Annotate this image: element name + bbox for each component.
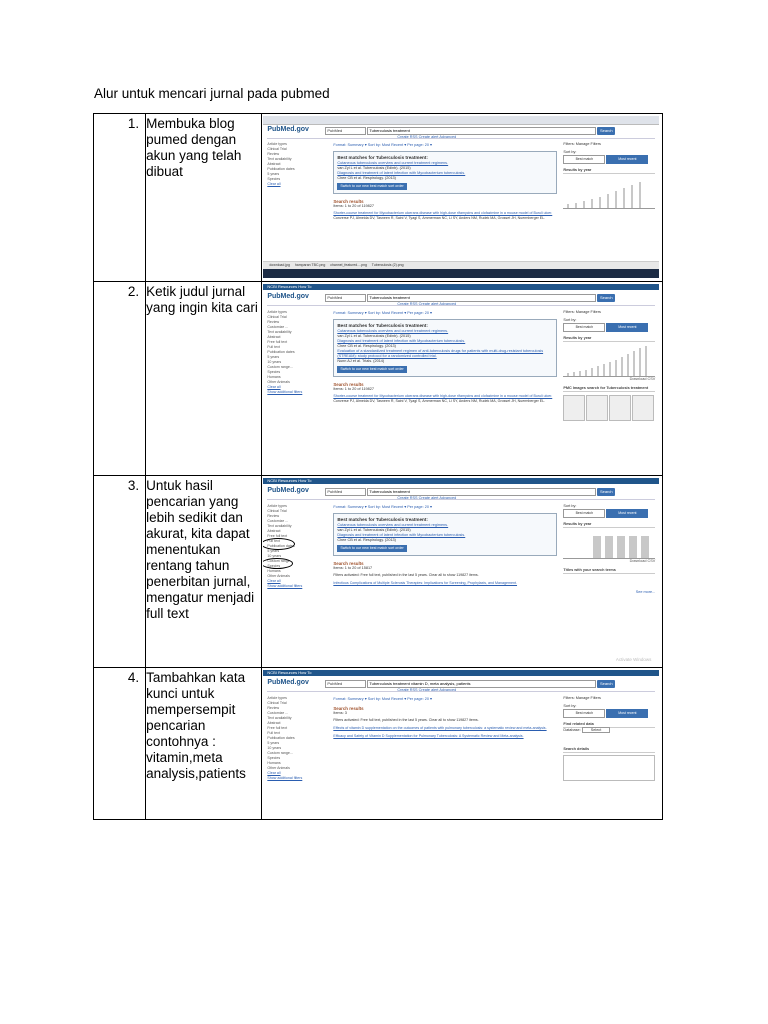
- database-select[interactable]: PubMed: [325, 294, 366, 302]
- filter-item[interactable]: 5 years: [267, 172, 280, 176]
- best-matches-box: [333, 513, 557, 556]
- items-count: Items: 3: [333, 711, 347, 715]
- filter-item[interactable]: Custom range...: [267, 559, 293, 563]
- find-related-data-title: Find related data: [563, 722, 655, 728]
- filter-item[interactable]: Article types: [267, 696, 287, 700]
- best-match-button[interactable]: Best match: [563, 155, 605, 164]
- search-input[interactable]: Tuberculosis treatment vitamin D, meta analysis, patients: [367, 680, 596, 688]
- table-row: [94, 476, 663, 668]
- filter-item[interactable]: Customize ...: [267, 711, 289, 715]
- filters-activated-notice: Filters activated: Free full text, published in the last 5 years. Clear all to show 119827 items.: [333, 573, 479, 577]
- filter-item[interactable]: Abstract: [267, 162, 281, 166]
- search-results-title: Search results: [333, 199, 364, 204]
- format-bar[interactable]: Format: Summary ▾ Sort by: Most Recent ▾ Per page: 20 ▾: [333, 143, 432, 147]
- table-row: [94, 114, 663, 282]
- steps-table: [93, 113, 663, 820]
- items-count: Items: 1 to 20 of 15817: [333, 566, 373, 570]
- filter-item[interactable]: 10 years: [267, 746, 282, 750]
- filter-item[interactable]: Review: [267, 320, 280, 324]
- ncbi-bar: NCBI Resources How To: [263, 670, 659, 676]
- filter-item[interactable]: Review: [267, 152, 280, 156]
- filter-item[interactable]: Full text: [267, 345, 280, 349]
- step-text: Untuk hasil pencarian yang lebih sedikit dan akurat, kita dapat menentukan rentang tahun penerbitan jurnal, mengatur menjadi full text: [146, 476, 262, 668]
- best-match-link[interactable]: Diagnosis and treatment of latent infection with Mycobacterium tuberculosis.: [337, 339, 466, 343]
- right-sidebar: [563, 142, 655, 209]
- results-panel: [333, 696, 557, 738]
- screenshot-pubmed-filters: [263, 478, 659, 664]
- best-matches-box: [333, 319, 557, 377]
- filter-item[interactable]: Custom range...: [267, 751, 293, 755]
- search-results-title: Search results: [333, 561, 364, 566]
- filter-item[interactable]: Clinical Trial: [267, 701, 287, 705]
- filter-item[interactable]: Full text: [267, 731, 280, 735]
- filter-item[interactable]: Publication dates: [267, 350, 295, 354]
- download-item[interactable]: channel_featured....png: [330, 263, 367, 267]
- see-more-link[interactable]: See more...: [635, 590, 656, 594]
- results-by-year-title: Results by year: [563, 168, 655, 174]
- filter-item[interactable]: Other Animals: [267, 380, 290, 384]
- step-number: 4.: [94, 668, 146, 820]
- filter-item[interactable]: Clinical Trial: [267, 509, 287, 513]
- best-matches-title: Best matches for Tuberculosis treatment:: [337, 155, 428, 160]
- year-chart: [563, 532, 655, 559]
- search-input[interactable]: Tuberculosis treatment: [367, 488, 596, 496]
- filter-item[interactable]: Other Animals: [267, 766, 290, 770]
- switch-sort-button[interactable]: Switch to our new best match sort order: [337, 183, 406, 190]
- filter-item[interactable]: 10 years: [267, 360, 282, 364]
- filter-item[interactable]: Customize ...: [267, 325, 289, 329]
- filter-item[interactable]: Text availability: [267, 330, 292, 334]
- pmc-images-title: PMC Images search for Tuberculosis treatment: [563, 386, 655, 392]
- search-button[interactable]: Search: [597, 294, 615, 302]
- filter-item[interactable]: Clinical Trial: [267, 147, 287, 151]
- filter-item[interactable]: Article types: [267, 504, 287, 508]
- ncbi-bar: NCBI Resources How To: [263, 284, 659, 290]
- year-chart: [563, 178, 655, 209]
- clear-all-link[interactable]: Clear all: [267, 579, 281, 583]
- filter-item[interactable]: Text availability: [267, 716, 292, 720]
- most-recent-button[interactable]: Most recent: [606, 509, 648, 518]
- database-dropdown[interactable]: Select: [582, 727, 611, 733]
- filter-item[interactable]: Publication dates: [267, 544, 295, 548]
- filter-item[interactable]: Species: [267, 370, 281, 374]
- pmc-thumbnails[interactable]: [563, 395, 655, 421]
- list-item: [333, 581, 557, 586]
- best-matches-title: Best matches for Tuberculosis treatment:: [337, 517, 428, 522]
- search-sub-links[interactable]: Create RSS Create alert Advanced: [397, 302, 457, 306]
- filter-item[interactable]: Free full text: [267, 726, 288, 730]
- search-results-title: Search results: [333, 706, 364, 711]
- best-match-meta: van Zyl L et al. Tuberculosis (Edinb). (2015): [337, 166, 411, 170]
- filter-item[interactable]: Humans: [267, 375, 281, 379]
- format-bar[interactable]: Format: Summary ▾ Sort by: Most Recent ▾ Per page: 20 ▾: [333, 311, 432, 315]
- manage-filters-link[interactable]: Filters: Manage Filters: [563, 696, 601, 700]
- most-recent-button[interactable]: Most recent: [606, 155, 648, 164]
- best-matches-title: Best matches for Tuberculosis treatment:: [337, 323, 428, 328]
- filter-item[interactable]: Text availability: [267, 524, 292, 528]
- filter-sidebar: [267, 310, 319, 395]
- best-match-meta: van Zyl L et al. Tuberculosis (Edinb). (2015): [337, 334, 411, 338]
- clear-all-link[interactable]: Clear all: [267, 771, 281, 775]
- filter-item[interactable]: Article types: [267, 142, 287, 146]
- database-select[interactable]: PubMed: [325, 680, 366, 688]
- filter-sidebar: [267, 142, 319, 187]
- results-panel: [333, 310, 557, 404]
- search-button[interactable]: Search: [597, 488, 615, 496]
- list-item: [333, 394, 557, 404]
- result-authors: Converse PJ, Almeida DV, Tasneen R, Saini V, Tyagi S, Ammerman NC, Li SY, Anders NM, Rudek MA, Grosset JH, Nuermberger EL.: [333, 398, 546, 403]
- download-item[interactable]: Tuberculosis (2).png: [371, 263, 404, 267]
- screenshot-pubmed-home: [263, 116, 659, 278]
- document-title: Alur untuk mencari jurnal pada pubmed: [94, 86, 330, 101]
- filter-item[interactable]: Abstract: [267, 335, 281, 339]
- step-number: 2.: [94, 282, 146, 476]
- result-title-link[interactable]: Shorter-course treatment for Mycobacterium ulcerans disease with high-dose rifamycins and clofazimine in a mouse model of Buruli ulcer.: [333, 211, 553, 215]
- result-title-link[interactable]: Shorter-course treatment for Mycobacterium ulcerans disease with high-dose rifamycins and clofazimine in a mouse model of Buruli ulcer.: [333, 394, 553, 398]
- results-by-year-title: Results by year: [563, 522, 655, 528]
- download-item[interactable]: download.jpg: [269, 263, 290, 267]
- show-additional-filters-link[interactable]: Show additional filters: [267, 584, 303, 588]
- best-match-link[interactable]: Evaluation of a standardized treatment regimen of anti-tuberculosis drugs for patients with multi-drug-resistant tuberculosis (STREAM): study protocol for a randomized controlled trial.: [337, 349, 544, 358]
- right-sidebar: [563, 504, 655, 595]
- filter-item[interactable]: 10 years: [267, 554, 282, 558]
- best-match-meta: van Zyl L et al. Tuberculosis (Edinb). (2015): [337, 528, 411, 532]
- table-row: [94, 668, 663, 820]
- pubmed-logo: PubMed.gov: [267, 487, 309, 494]
- best-match-meta: Chee CB et al. Respirology. (2013): [337, 538, 396, 542]
- screenshot-cell: [262, 114, 663, 282]
- search-sub-links[interactable]: Create RSS Create alert Advanced: [397, 688, 457, 692]
- search-sub-links[interactable]: Create RSS Create alert Advanced: [397, 135, 457, 139]
- pubmed-logo: PubMed.gov: [267, 679, 309, 686]
- filter-item[interactable]: Abstract: [267, 529, 281, 533]
- best-match-meta: Chee CB et al. Respirology. (2013): [337, 344, 396, 348]
- format-bar[interactable]: Format: Summary ▾ Sort by: Most Recent ▾ Per page: 20 ▾: [333, 697, 432, 701]
- filter-item[interactable]: Species: [267, 756, 281, 760]
- download-csv-link[interactable]: Download CSV: [629, 559, 656, 563]
- ncbi-bar: NCBI Resources How To: [263, 478, 659, 484]
- best-match-button[interactable]: Best match: [563, 709, 605, 718]
- step-number: 1.: [94, 114, 146, 282]
- best-matches-box: [333, 151, 557, 194]
- manage-filters-link[interactable]: Filters: Manage Filters: [563, 310, 601, 314]
- best-match-button[interactable]: Best match: [563, 509, 605, 518]
- filter-item[interactable]: Custom range...: [267, 365, 293, 369]
- pubmed-logo: PubMed.gov: [267, 126, 309, 133]
- results-panel: [333, 504, 557, 586]
- right-sidebar: [563, 696, 655, 781]
- download-item[interactable]: hamparan TBC.png: [294, 263, 326, 267]
- switch-sort-button[interactable]: Switch to our new best match sort order: [337, 366, 406, 373]
- filter-item[interactable]: Other Animals: [267, 574, 290, 578]
- activate-windows-watermark: Activate Windows: [615, 657, 652, 662]
- filter-item[interactable]: Species: [267, 177, 281, 181]
- best-match-link[interactable]: Cutaneous tuberculosis overview and current treatment regimens.: [337, 329, 449, 333]
- search-details-box[interactable]: [563, 755, 655, 781]
- screenshot-pubmed-keywords: [263, 670, 659, 816]
- screenshot-cell: [262, 668, 663, 820]
- table-row: [94, 282, 663, 476]
- step-text: Ketik judul jurnal yang ingin kita cari: [146, 282, 262, 476]
- database-select[interactable]: PubMed: [325, 488, 366, 496]
- results-panel: [333, 142, 557, 221]
- downloads-bar: [263, 261, 659, 269]
- step-number: 3.: [94, 476, 146, 668]
- search-results-title: Search results: [333, 382, 364, 387]
- best-match-link[interactable]: Cutaneous tuberculosis overview and current treatment regimens.: [337, 161, 449, 165]
- items-count: Items: 1 to 20 of 119827: [333, 204, 374, 208]
- search-sub-links[interactable]: Create RSS Create alert Advanced: [397, 496, 457, 500]
- best-match-meta: Chee CB et al. Respirology. (2013): [337, 176, 396, 180]
- filter-item[interactable]: Free full text: [267, 340, 288, 344]
- sort-by-label: Sort by:: [563, 504, 577, 508]
- best-match-link[interactable]: Diagnosis and treatment of latent infection with Mycobacterium tuberculosis.: [337, 171, 466, 175]
- result-title-link[interactable]: Infectious Complications of Multiple Sclerosis Therapies: Implications for Screening, Prophylaxis, and Management.: [333, 580, 518, 585]
- clear-all-link[interactable]: Clear all: [267, 385, 281, 389]
- filter-item[interactable]: Full text: [267, 539, 280, 543]
- filter-item[interactable]: Publication dates: [267, 736, 295, 740]
- result-title-link[interactable]: Effects of vitamin D supplementation on the outcomes of patients with pulmonary tuberculosis: a systematic review and meta-analysis.: [333, 725, 547, 730]
- format-bar[interactable]: Format: Summary ▾ Sort by: Most Recent ▾ Per page: 20 ▾: [333, 505, 432, 509]
- show-additional-filters-link[interactable]: Show additional filters: [267, 776, 303, 780]
- sort-by-label: Sort by:: [563, 318, 577, 322]
- clear-all-link[interactable]: Clear all: [267, 182, 281, 186]
- download-csv-link[interactable]: Download CSV: [629, 377, 656, 381]
- most-recent-button[interactable]: Most recent: [606, 709, 648, 718]
- show-additional-filters-link[interactable]: Show additional filters: [267, 390, 303, 394]
- database-label: Database:: [563, 728, 581, 732]
- filter-item[interactable]: Customize ...: [267, 519, 289, 523]
- filter-item[interactable]: 5 years: [267, 549, 280, 553]
- best-match-link[interactable]: Cutaneous tuberculosis overview and current treatment regimens.: [337, 523, 449, 527]
- results-by-year-title: Results by year: [563, 336, 655, 342]
- filter-item[interactable]: Abstract: [267, 721, 281, 725]
- sort-by-label: Sort by:: [563, 150, 577, 154]
- most-recent-button[interactable]: Most recent: [606, 323, 648, 332]
- manage-filters-link[interactable]: Filters: Manage Filters: [563, 142, 601, 146]
- filter-item[interactable]: Review: [267, 514, 280, 518]
- filter-item[interactable]: Text availability: [267, 157, 292, 161]
- best-match-link[interactable]: Diagnosis and treatment of latent infection with Mycobacterium tuberculosis.: [337, 533, 466, 537]
- filter-item[interactable]: Publication dates: [267, 167, 295, 171]
- best-match-button[interactable]: Best match: [563, 323, 605, 332]
- switch-sort-button[interactable]: Switch to our new best match sort order: [337, 545, 406, 552]
- list-item: [333, 211, 557, 221]
- search-input[interactable]: Tuberculosis treatment: [367, 127, 596, 135]
- best-match-meta: Nunn AJ et al. Trials. (2014): [337, 359, 385, 363]
- items-count: Items: 1 to 20 of 119827: [333, 387, 374, 391]
- step-text: Membuka blog pumed dengan akun yang telah dibuat: [146, 114, 262, 282]
- result-title-link[interactable]: Efficacy and Safety of Vitamin D Supplementation for Pulmonary Tuberculosis: A Systematic Review and Meta-analysis.: [333, 733, 524, 738]
- search-button[interactable]: Search: [597, 680, 615, 688]
- filter-sidebar: [267, 696, 319, 781]
- result-authors: Converse PJ, Almeida DV, Tasneen R, Saini V, Tyagi S, Ammerman NC, Li SY, Anders NM, Rudek MA, Grosset JH, Nuermberger EL.: [333, 215, 546, 220]
- filter-item[interactable]: 5 years: [267, 741, 280, 745]
- screenshot-pubmed-search: [263, 284, 659, 472]
- sort-by-label: Sort by:: [563, 704, 577, 708]
- year-chart: [563, 346, 655, 377]
- filter-item[interactable]: Review: [267, 706, 280, 710]
- filter-item[interactable]: Clinical Trial: [267, 315, 287, 319]
- filter-item[interactable]: Free full text: [267, 534, 288, 538]
- titles-with-terms-title: Titles with your search terms: [563, 568, 655, 574]
- filter-item[interactable]: Humans: [267, 761, 281, 765]
- filter-item[interactable]: Species: [267, 564, 281, 568]
- database-select[interactable]: PubMed: [325, 127, 366, 135]
- search-input[interactable]: Tuberculosis treatment: [367, 294, 596, 302]
- filter-item[interactable]: Humans: [267, 569, 281, 573]
- step-text: Tambahkan kata kunci untuk mempersempit pencarian contohnya : vitamin,meta analysis,patients: [146, 668, 262, 820]
- filters-activated-notice: Filters activated: Free full text, published in the last 5 years. Clear all to show 119827 items.: [333, 718, 479, 722]
- search-details-title: Search details: [563, 747, 655, 753]
- list-item: [333, 734, 557, 739]
- screenshot-cell: [262, 476, 663, 668]
- list-item: [333, 726, 557, 731]
- pubmed-logo: PubMed.gov: [267, 293, 309, 300]
- screenshot-cell: [262, 282, 663, 476]
- search-button[interactable]: Search: [597, 127, 615, 135]
- right-sidebar: [563, 310, 655, 421]
- filter-item[interactable]: Article types: [267, 310, 287, 314]
- filter-item[interactable]: 5 years: [267, 355, 280, 359]
- windows-taskbar: [263, 269, 659, 278]
